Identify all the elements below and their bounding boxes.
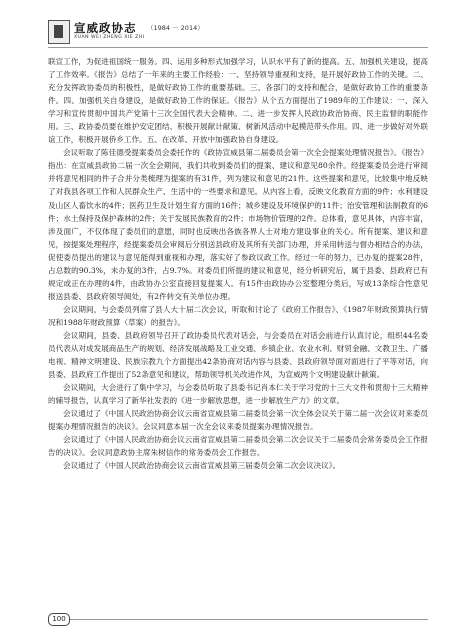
- logo-icon: [48, 20, 70, 44]
- footer-divider: [70, 619, 428, 620]
- paragraph-7: 会议通过了《中国人民政治协商会议云南省宣威县第二届委员会第二次会议关于二届委员会常务委员会工作报告的决议》。会议同意政协主席朱树信作的常务委员会工作报告。: [48, 435, 428, 458]
- book-title: 宣威政协志: [74, 21, 137, 35]
- book-pinyin: XUAN WEI ZHENG XIE ZHI: [74, 35, 145, 40]
- book-years: （1984 － 2014）: [147, 24, 204, 32]
- paragraph-8: 会议通过了《中国人民政治协商会议云南省宣威县第三届委员会第二次会议决议》。: [63, 461, 341, 471]
- paragraph-2: 会议听取了陈佳德受提案委员会委托作的《政协宣威县第二届委员会第一次全会提案处理情况报告》。《报告》指出：在宣威县政协二届一次全会期间，我们共收到委员们的提案、建议和意见80余件。经提案委员会进行审阅并将意见相同的件子合并分类梳理为提案的有31件，列为建议和意见的21件。这些提案和意见，比较集中地反映了对我县各项工作和人民群众生产、生活中的一些要求和意见。从内容上看，反映文化教育方面的9件；水利建设及山区人畜饮水的4件；医药卫生及计划生育方面的16件；城乡建设及环境保护的11件；治安管理和法制教育的6件；水土保持及保护森林的2件；关于发展民族教育的2件；市场物价管理的2件。总体看，意见具体，内容丰富，涉及面广，不仅体现了委员们的意愿，同时也反映出各族各界人士对地方建设事业的关心。所有提案、建议和意见，按提案处理程序，经提案委员会审阅后分别送县政府及其所有关部门办理，并采用转送与督办相结合的办法，促使委员提出的建议与意见能得到重视和办理，落实好了参政议政工作。经过一年的努力，已办复的提案28件，占总数的90.3%，未办复的3件，占9.7%。对委员们所提的建议和意见，经分析研究后，属于县委、县政府已有规定或正在办理的4件，由政协办公室直接回复提案人。有15件由政协办公室整理分类后，写成13条综合性意见报送县委、县政府领导阅处，有2件转交有关单位办理。: [48, 148, 428, 301]
- paragraph-3: 会议期间，与会委员列席了县人大十届二次会议，听取和讨论了《政府工作报告》、《1987年财政预算执行情况和1988年财政预算（草案）的报告》。: [48, 304, 428, 327]
- body-text: [48, 55, 428, 473]
- header-divider: [48, 47, 428, 48]
- page-number: 100: [48, 613, 70, 626]
- paragraph-1: 联宣工作，为促进祖国统一服务。四、运用多种形式加强学习，认识水平有了新的提高。五、加强机关建设，提高了工作效率。《报告》总结了一年来的主要工作经验：一、坚持领导重视和支持，是开展好政协工作的关键。二、充分发挥政协委员的积极性，是做好政协工作的重要基础。三、各部门的支持和配合，是做好政协工作的重要条件。四、加强机关自身建设，是做好政协工作的保证。《报告》从个五方面提出了1989年的工作建议：一、深入学习和宣传贯彻中国共产党第十三次全国代表大会精神。二、进一步发挥人民政协政治协商、民主监督的职能作用。三、政协委员要在维护安定团结、积极开展献计献策、树新风活动中起模范带头作用。四、进一步做好对外联谊工作，积极开展侨乡工作。五、在改革、开放中加强政协自身建设。: [48, 57, 428, 145]
- paragraph-5: 会议期间，大会进行了集中学习，与会委员听取了县委书记肖本仁关于学习党的十三大文件和贯彻十三大精神的辅导报告，认真学习了新华社发表的《进一步解放思想，进一步解放生产力》的文章。: [48, 383, 428, 406]
- paragraph-6: 会议通过了《中国人民政治协商会议云南省宣威县第二届委员会第一次全体会议关于第二届一次会议对来委员提案办理情况报告的决议》。会议同意本届一次全会议来委员提案办理情况报告。: [48, 409, 428, 432]
- paragraph-4: 会议期间，县委、县政府领导召开了政协委员代表对话会，与会委员在对话会前进行认真讨论，组织44名委员代表从对成发展商品生产的规划、经济发展战略及工业交通、乡镇企业、农业水利、财贸金融、文教卫生、广播电视、精神文明建设、民族宗教九个方面提出42条协商对话内容与县委、县政府领导面对面进行了平等对话，向县委、县政府工作提出了52条意见和建议，帮助领导机关改进作风，为宣威两个文明建设献计献策。: [48, 330, 428, 380]
- page-header: [48, 20, 428, 48]
